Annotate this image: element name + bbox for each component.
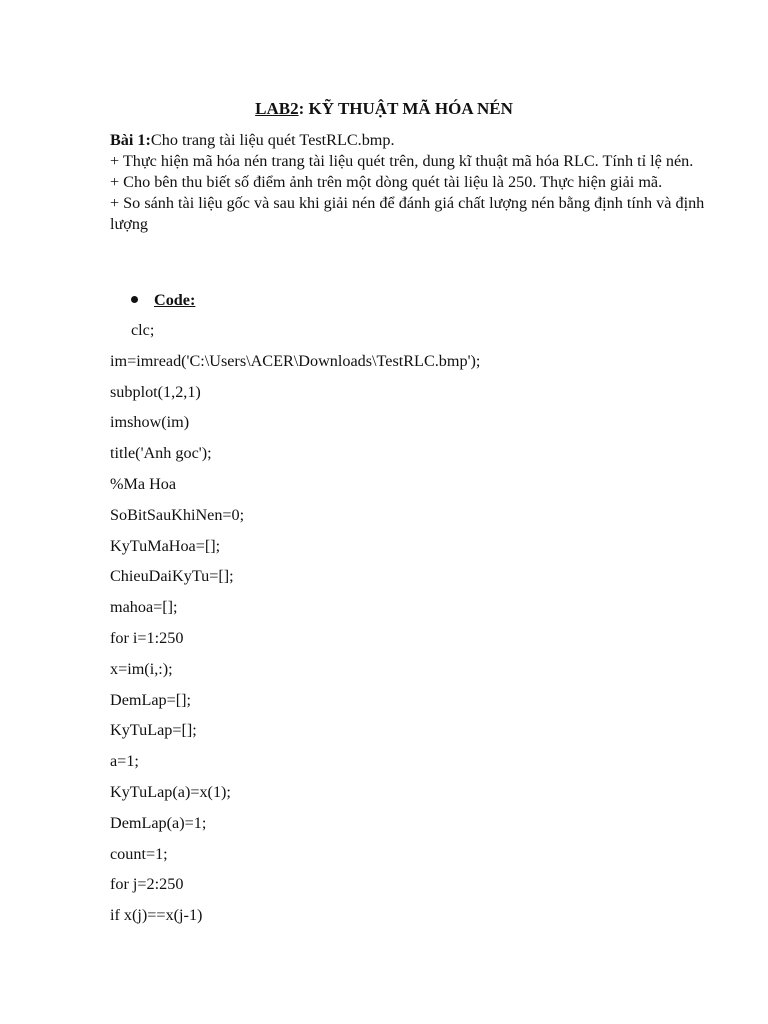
task-item-2: + Cho bên thu biết số điểm ảnh trên một dòng quét tài liệu là 250. Thực hiện giải mã. <box>110 173 663 191</box>
exercise-heading <box>110 130 710 151</box>
code-line: for j=2:250 <box>110 875 184 893</box>
exercise-description <box>110 130 710 235</box>
code-line: ChieuDaiKyTu=[]; <box>110 567 234 585</box>
task-item-3: + So sánh tài liệu gốc và sau khi giải nén để đánh giá chất lượng nén bằng định tính và định lượng <box>110 194 705 233</box>
code-heading <box>131 290 195 311</box>
task-item-1: + Thực hiện mã hóa nén trang tài liệu quét trên, dung kĩ thuật mã hóa RLC. Tính tỉ lệ nén. <box>110 152 694 170</box>
code-line: subplot(1,2,1) <box>110 383 201 401</box>
code-line: SoBitSauKhiNen=0; <box>110 506 245 524</box>
code-line: %Ma Hoa <box>110 475 177 493</box>
code-line: DemLap(a)=1; <box>110 814 207 832</box>
code-line: KyTuMaHoa=[]; <box>110 537 221 555</box>
document-title <box>0 98 768 120</box>
code-line: clc; <box>131 321 155 339</box>
code-line: imshow(im) <box>110 413 190 431</box>
code-line: DemLap=[]; <box>110 691 192 709</box>
code-line: for i=1:250 <box>110 629 184 647</box>
code-line: im=imread('C:\Users\ACER\Downloads\TestRLC.bmp'); <box>110 352 481 370</box>
exercise-label: Bài 1: <box>110 131 151 149</box>
title-lab-label: LAB2 <box>255 99 299 118</box>
code-line: KyTuLap=[]; <box>110 721 197 739</box>
exercise-text: Cho trang tài liệu quét TestRLC.bmp. <box>150 131 395 149</box>
code-line: mahoa=[]; <box>110 598 178 616</box>
code-line: a=1; <box>110 752 139 770</box>
code-line: x=im(i,:); <box>110 660 173 678</box>
code-heading-label: Code: <box>154 291 196 309</box>
bullet-icon <box>131 296 138 303</box>
code-line: title('Anh goc'); <box>110 444 212 462</box>
title-text: : KỸ THUẬT MÃ HÓA NÉN <box>298 99 513 118</box>
code-line: count=1; <box>110 845 168 863</box>
code-line: KyTuLap(a)=x(1); <box>110 783 231 801</box>
code-line: if x(j)==x(j-1) <box>110 906 203 924</box>
